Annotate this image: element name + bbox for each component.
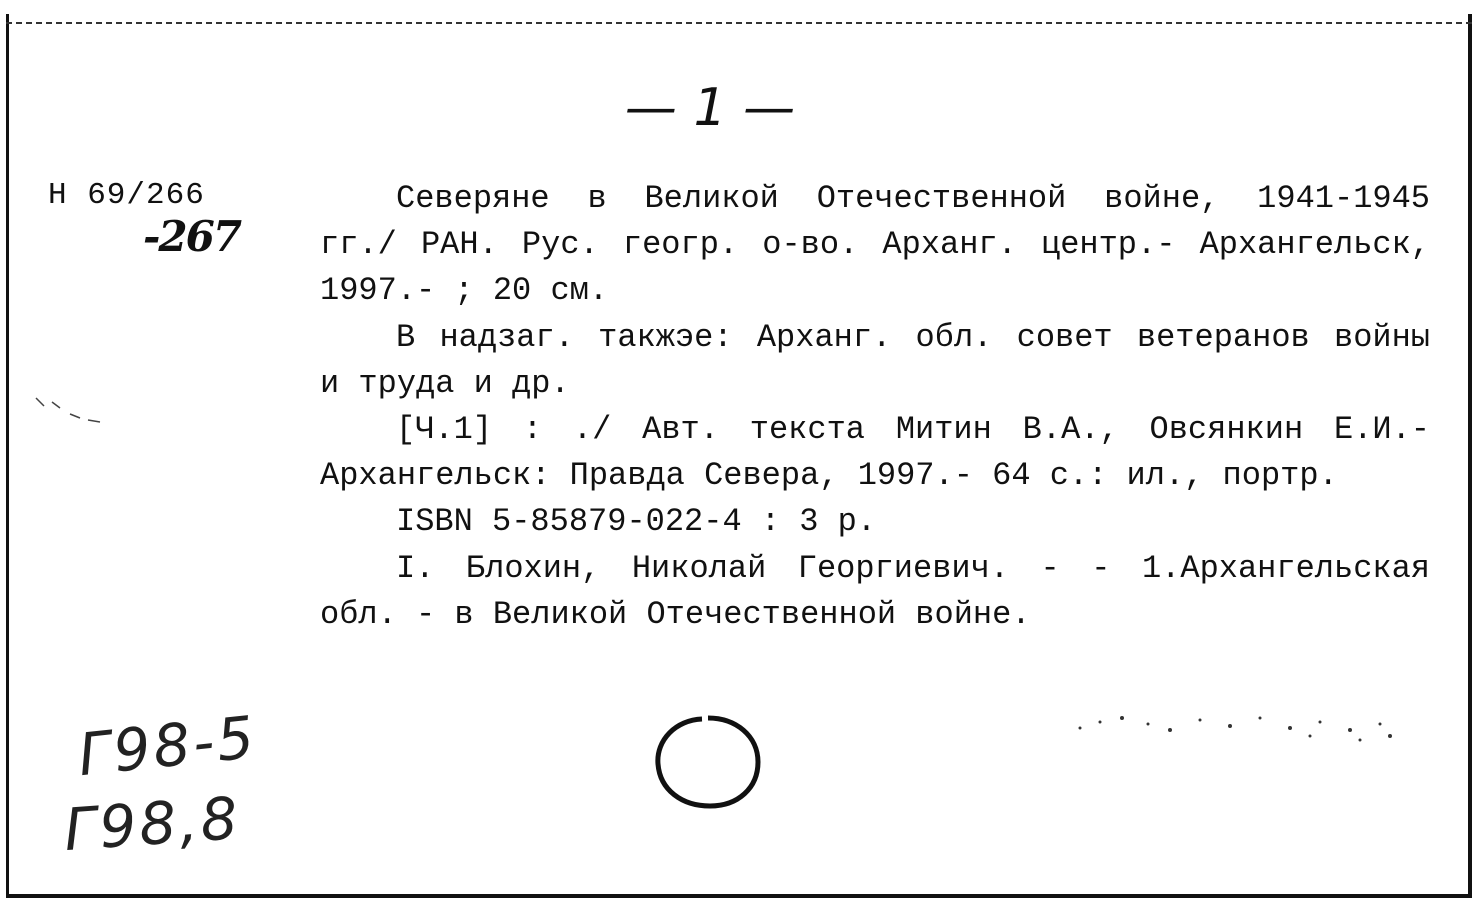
entry-note: В надзаг. такжэе: Арханг. обл. совет ветеранов войны и труда и др.: [320, 318, 1430, 402]
handwritten-code-2: Г98,8: [61, 783, 243, 865]
entry-tracing: I. Блохин, Николай Георгиевич. - - 1.Архангельская обл. - в Великой Отечественной войне.: [320, 549, 1430, 633]
handwritten-code-1: Г98-5: [74, 702, 261, 790]
entry-title-line: Северяне в Великой Отечественной войне, 1941-1945 гг./ РАН. Рус. геогр. о-во. Арханг. центр.- Архангельск, 1997.- ; 20 см.: [320, 180, 1430, 310]
entry-isbn: ISBN 5-85879-022-4 : 3 р.: [396, 503, 877, 541]
shelf-mark: Н 69/266: [48, 178, 205, 213]
margin-mark: [30, 388, 110, 428]
bibliographic-entry: [320, 176, 1430, 638]
page-number: — 1 —: [624, 78, 796, 138]
entry-part: [Ч.1] : ./ Авт. текста Митин В.А., Овсянкин Е.И.- Архангельск: Правда Севера, 1997.- 64 с.: ил., портр.: [320, 411, 1430, 495]
scan-specks: [1060, 700, 1410, 760]
card-top-edge: [6, 22, 1472, 24]
circle-stamp: [652, 712, 764, 812]
shelf-mark-handwritten: -267: [143, 212, 241, 261]
